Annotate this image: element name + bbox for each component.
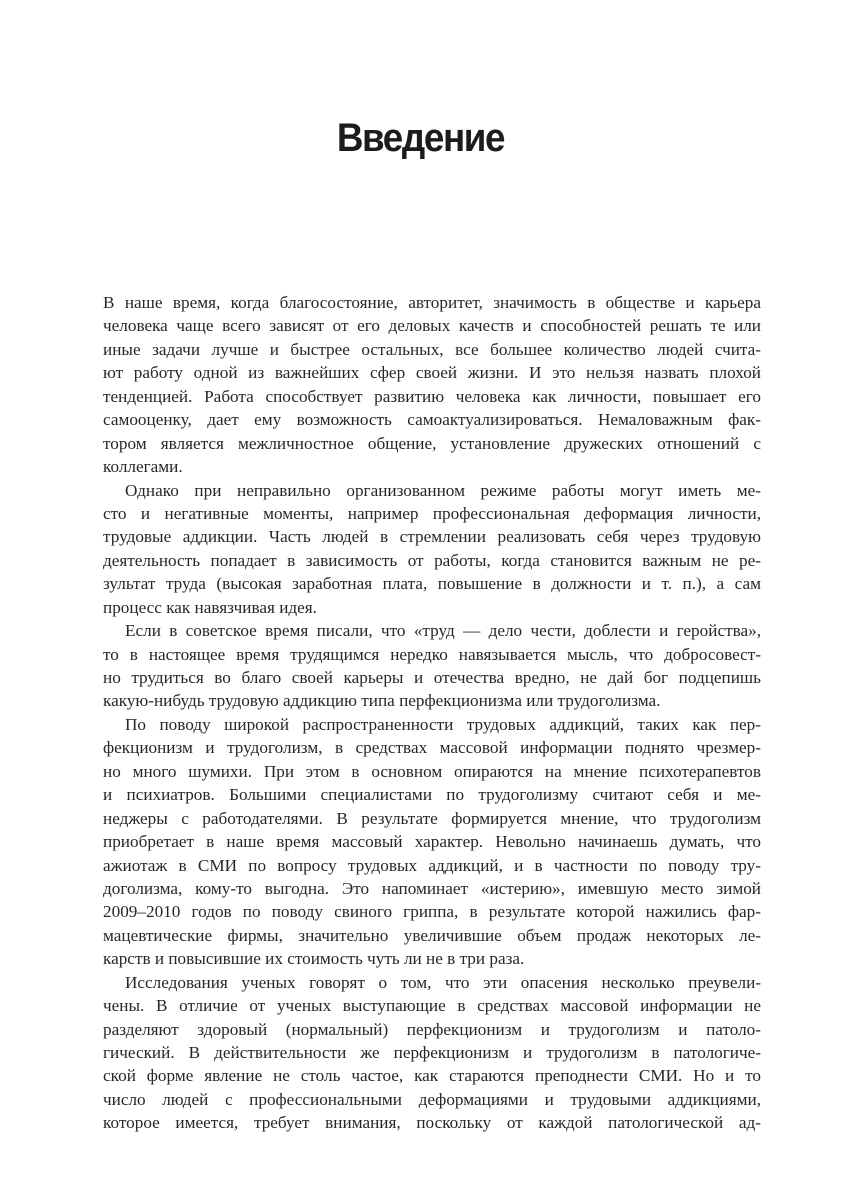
text-line: доголизма, кому-то выгодна. Это напоминает «истерию», имевшую место зимой <box>103 878 761 898</box>
text-line: ажиотаж в СМИ по вопросу трудовых аддикций, и в частности по поводу тру- <box>103 855 761 875</box>
text-line: какую-нибудь трудовую аддикцию типа перфекционизма или трудоголизма. <box>103 691 661 711</box>
text-line: фекционизм и трудоголизм, в средствах массовой информации поднято чрезмер- <box>103 738 761 758</box>
text-line: иные задачи лучше и быстрее остальных, все большее количество людей счита- <box>103 339 761 359</box>
text-line: то в настоящее время трудящимся нередко навязывается мысль, что добросовест- <box>103 644 761 664</box>
text-line: самооценку, дает ему возможность самоактуализироваться. Немаловажным фак- <box>103 410 761 430</box>
text-line: разделяют здоровый (нормальный) перфекционизм и трудоголизм и патоло- <box>103 1019 761 1039</box>
text-line: Однако при неправильно организованном режиме работы могут иметь ме- <box>125 480 761 500</box>
text-line: неджеры с работодателями. В результате формируется мнение, что трудоголизм <box>103 808 761 828</box>
text-line: деятельность попадает в зависимость от работы, когда становится важным не ре- <box>103 550 761 570</box>
text-line: и психиатров. Большими специалистами по трудоголизму считают себя и ме- <box>103 785 761 805</box>
text-line: тором является межличностное общение, установление дружеских отношений с <box>103 433 761 453</box>
text-line: но много шумихи. При этом в основном опираются на мнение психотерапевтов <box>103 761 761 781</box>
text-line: которое имеется, требует внимания, поскольку от каждой патологической ад- <box>103 1113 761 1133</box>
text-line: В наше время, когда благосостояние, авторитет, значимость в обществе и карьера <box>103 293 761 312</box>
text-line: трудовые аддикции. Часть людей в стремлении реализовать себя через трудовую <box>103 527 761 547</box>
text-line: мацевтические фирмы, значительно увеличившие объем продаж некоторых ле- <box>103 925 761 945</box>
paragraph <box>103 619 761 713</box>
text-line: Исследования ученых говорят о том, что эти опасения несколько преувели- <box>125 972 761 992</box>
text-line: ют работу одной из важнейших сфер своей жизни. И это нельзя назвать плохой <box>103 363 761 383</box>
text-line: коллегами. <box>103 457 183 477</box>
text-line: приобретает в наше время массовый характер. Невольно начинаешь думать, что <box>103 832 761 852</box>
text-line: процесс как навязчивая идея. <box>103 597 317 617</box>
text-line: гический. В действительности же перфекционизм и трудоголизм в патологиче- <box>103 1043 761 1062</box>
text-line: тенденцией. Работа способствует развитию человека как личности, повышает его <box>103 386 761 406</box>
text-line: человека чаще всего зависят от его деловых качеств и способностей решать те или <box>103 316 761 336</box>
text-line: сто и негативные моменты, например профессиональная деформация личности, <box>103 503 761 523</box>
text-line: зультат труда (высокая заработная плата, повышение в должности и т. п.), а сам <box>103 574 761 594</box>
text-line: чены. В отличие от ученых выступающие в средствах массовой информации не <box>103 996 761 1016</box>
text-line: ской форме явление не столь частое, как стараются преподнести СМИ. Но и то <box>103 1066 761 1086</box>
paragraph <box>103 291 761 479</box>
chapter-title: Введение <box>336 116 505 160</box>
paragraph <box>103 479 761 620</box>
text-line: 2009–2010 годов по поводу свиного гриппа, в результате которой нажились фар- <box>103 902 761 922</box>
paragraph <box>103 971 761 1135</box>
text-line: карств и повысившие их стоимость чуть ли не в три раза. <box>103 949 525 969</box>
body-text <box>103 291 761 1135</box>
text-line: Если в советское время писали, что «труд — дело чести, доблести и геройства», <box>125 621 761 641</box>
paragraph <box>103 713 761 971</box>
text-line: но трудиться во благо своей карьеры и отечества вредно, не дай бог подцепишь <box>103 668 761 687</box>
text-line: По поводу широкой распространенности трудовых аддикций, таких как пер- <box>125 714 761 734</box>
text-line: число людей с профессиональными деформациями и трудовыми аддикциями, <box>103 1089 761 1109</box>
